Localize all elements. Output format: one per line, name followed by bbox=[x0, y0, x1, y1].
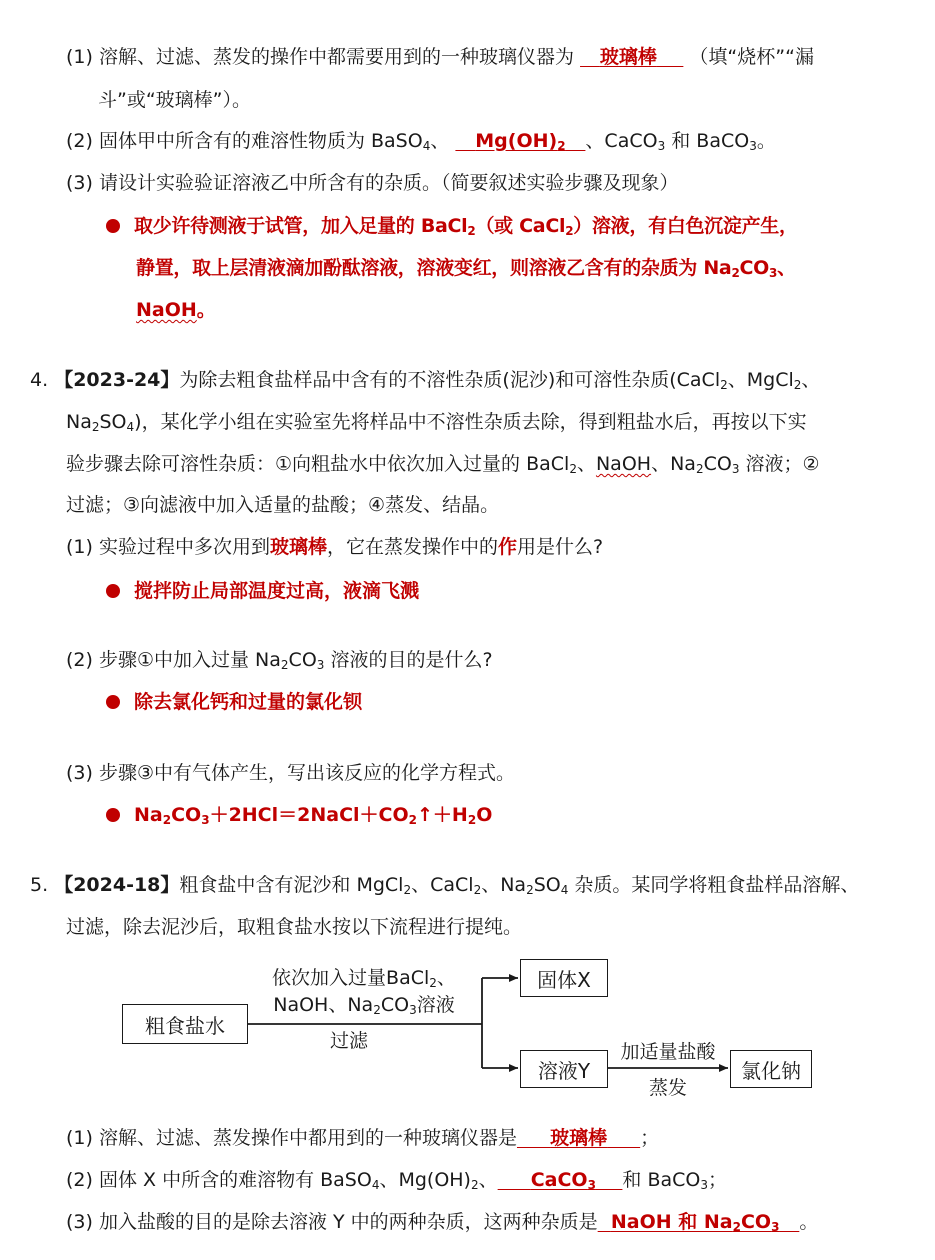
q5-part2-line: (2) 固体 X 中所含的难溶物有 BaSO$_4$、$Mg(OH)_2$、 CaCO$_3$ 和 BaCO$_3$； bbox=[66, 1169, 728, 1192]
q4-source-tag: 【2023-24】 bbox=[54, 369, 180, 391]
q3-part2-line: (2) 固体甲中所含有的难溶性物质为 BaSO$_4$、 $Mg(OH)_2$ 、CaCO$_3$ 和 BaCO$_3$。 bbox=[66, 130, 776, 153]
q4-part1-question: (1) 实验过程中多次用到玻璃棒，它在蒸发操作中的作用是什么? bbox=[66, 536, 604, 558]
q4-number: 4. bbox=[30, 369, 49, 391]
q3-part1-answer-blank: 玻璃棒 bbox=[599, 46, 657, 68]
flow-reagent-label-2: NaOH、$Na_2CO_3$溶液 bbox=[273, 994, 455, 1017]
flow-box-sodium-chloride: 氯化钠 bbox=[730, 1050, 812, 1088]
q3-part2-answer-blank: $Mg(OH)_2$ bbox=[475, 130, 566, 153]
q4-part2-answer: 除去氯化钙和过量的氯化钡 bbox=[106, 688, 362, 716]
purification-flow-diagram bbox=[120, 958, 820, 1108]
q5-part1-answer-blank: 玻璃棒 bbox=[550, 1127, 608, 1149]
q5-stem-line1: 5. 【2024-18】粗食盐中含有泥沙和 MgCl$_2$、CaCl$_2$、$Na_2SO_4$ 杂质。某同学将粗食盐样品溶解、 bbox=[30, 874, 860, 897]
q3-part1-line1 bbox=[66, 43, 814, 71]
q5-stem-line2: 过滤，除去泥沙后，取粗食盐水按以下流程进行提纯。 bbox=[66, 916, 523, 938]
q3-part3-answer-line1: 取少许待测液于试管，加入足量的 BaCl$_2$（或 CaCl$_2$）溶液，有白色沉淀产生， bbox=[106, 212, 798, 240]
q4-stem-line4: 过滤；③向滤液中加入适量的盐酸；④蒸发、结晶。 bbox=[66, 494, 500, 516]
flow-reagent-label-1: 依次加入过量BaCl$_2$、 bbox=[272, 967, 456, 990]
q4-stem-line1: 4. 【2023-24】为除去粗食盐样品中含有的不溶性杂质(泥沙)和可溶性杂质(CaCl$_2$、MgCl$_2$、 bbox=[30, 369, 821, 392]
q5-part3-line: (3) 加入盐酸的目的是除去溶液 Y 中的两种杂质，这两种杂质是 NaOH 和 $Na_2CO_3$ 。 bbox=[66, 1211, 819, 1234]
q4-part2-question: (2) 步骤①中加入过量 $Na_2CO_3$ 溶液的目的是什么? bbox=[66, 649, 493, 672]
answer-bullet-icon bbox=[106, 584, 120, 598]
answer-bullet-icon bbox=[106, 219, 120, 233]
q3-part1-number: (1) bbox=[66, 46, 93, 68]
flow-filter-label: 过滤 bbox=[329, 1030, 368, 1052]
q3-part3-question: (3) 请设计实验验证溶液乙中所含有的杂质。（简要叙述实验步骤及现象） bbox=[66, 172, 679, 194]
q3-part1-text: 溶解、过滤、蒸发的操作中都需要用到的一种玻璃仪器为 bbox=[98, 46, 574, 68]
answer-bullet-icon bbox=[106, 808, 120, 822]
q5-part3-answer-blank: NaOH 和 $Na_2CO_3$ bbox=[610, 1211, 780, 1234]
flow-box-crude-brine: 粗食盐水 bbox=[122, 1004, 248, 1044]
q5-part1-line: (1) 溶解、过滤、蒸发操作中都用到的一种玻璃仪器是 玻璃棒 ； bbox=[66, 1127, 660, 1149]
q4-part1-answer: 搅拌防止局部温度过高，液滴飞溅 bbox=[106, 577, 419, 605]
flow-evaporate-label: 蒸发 bbox=[648, 1077, 687, 1099]
q3-part3-answer-line2: 静置，取上层清液滴加酚酞溶液，溶液变红，则溶液乙含有的杂质为 $Na_2CO_3$、 bbox=[136, 257, 796, 280]
answer-bullet-icon bbox=[106, 695, 120, 709]
q5-source-tag: 【2024-18】 bbox=[54, 874, 180, 896]
q5-part2-answer-blank: CaCO$_3$ bbox=[530, 1169, 596, 1192]
q4-stem-line3: 验步骤去除可溶性杂质：①向粗盐水中依次加入过量的 BaCl$_2$、NaOH、$Na_2CO_3$ 溶液；② bbox=[66, 453, 820, 476]
flow-box-solid-x: 固体X bbox=[520, 959, 608, 997]
q4-part3-answer: $Na_2CO_3+2HCl=2NaCl+CO_2↑+H_2O$ bbox=[106, 801, 492, 829]
q5-number: 5. bbox=[30, 874, 49, 896]
q4-part3-question: (3) 步骤③中有气体产生，写出该反应的化学方程式。 bbox=[66, 762, 516, 784]
q4-stem-line2: $Na_2SO_4$)，某化学小组在实验室先将样品中不溶性杂质去除，得到粗盐水后，再按以下实 bbox=[66, 411, 807, 434]
flow-hcl-label: 加适量盐酸 bbox=[620, 1041, 716, 1063]
q3-part1-line2: 斗”或“玻璃棒”）。 bbox=[98, 89, 252, 111]
q3-part1-hint: （填“烧杯”“漏 bbox=[689, 46, 814, 68]
q3-part3-answer-line3: NaOH。 bbox=[136, 299, 216, 321]
flow-box-solution-y: 溶液Y bbox=[520, 1050, 608, 1088]
